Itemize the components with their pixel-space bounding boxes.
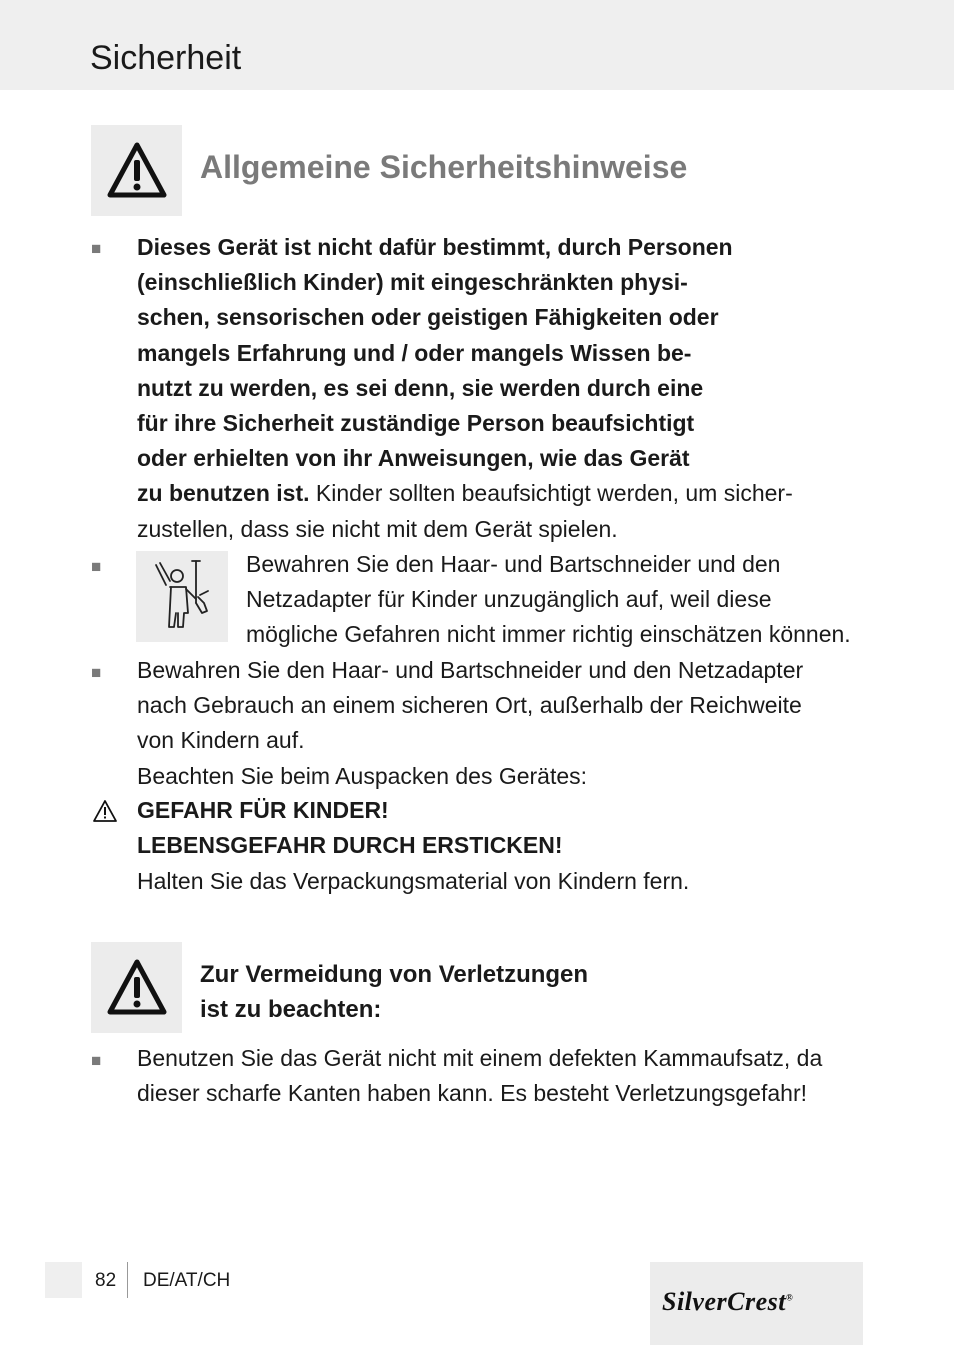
footer-box: [45, 1262, 82, 1298]
text-line: nach Gebrauch an einem sicheren Ort, außerhalb der Reichweite: [137, 692, 802, 719]
unpacking-note: Beachten Sie beim Auspacken des Gerätes:: [137, 763, 588, 789]
text-line: ist zu beachten:: [200, 996, 382, 1023]
warning-triangle-icon: [106, 141, 168, 199]
text-line: von Kindern auf.: [137, 727, 305, 754]
danger-text: Halten Sie das Verpackungsmaterial von Kindern fern.: [137, 868, 690, 894]
text-line: Dieses Gerät ist nicht dafür bestimmt, durch Personen: [137, 234, 733, 260]
bullet-marker: ■: [91, 557, 102, 576]
bullet-marker: ■: [91, 1051, 102, 1070]
footer-divider: [127, 1262, 128, 1298]
child-safety-icon: [136, 551, 228, 642]
warning-triangle-icon: [92, 799, 118, 823]
text-line: mangels Erfahrung und / oder mangels Wissen be-: [137, 339, 692, 366]
text-line: zustellen, dass sie nicht mit dem Gerät spielen.: [137, 515, 618, 542]
text-line: Kinder sollten beaufsichtigt werden, um sicher-: [309, 480, 793, 507]
warning-triangle-icon: [106, 958, 168, 1016]
bullet-marker: ■: [91, 239, 102, 258]
text-line: Netzadapter für Kinder unzugänglich auf, weil diese: [246, 586, 772, 613]
section-subheading: [200, 957, 588, 1027]
text-line: Bewahren Sie den Haar- und Bartschneider und den: [246, 551, 781, 577]
warning-box: [91, 942, 182, 1033]
bullet-marker: ■: [91, 663, 102, 682]
child-icon-box: [136, 551, 228, 642]
text-line: für ihre Sicherheit zuständige Person beaufsichtigt: [137, 410, 695, 437]
text-line: (einschließlich Kinder) mit eingeschränkten physi-: [137, 269, 688, 296]
safety-paragraph-2: [246, 547, 876, 653]
page-number: 82: [95, 1270, 117, 1291]
text-line: oder erhielten von ihr Anweisungen, wie das Gerät: [137, 445, 690, 472]
page-title: Sicherheit: [90, 39, 242, 77]
text-line: Zur Vermeidung von Verletzungen: [200, 961, 589, 988]
language-code: DE/AT/CH: [143, 1270, 231, 1291]
brand-logo-text: SilverCrest®: [662, 1287, 794, 1316]
safety-paragraph-3: [137, 653, 867, 759]
text-line: schen, sensorischen oder geistigen Fähigkeiten oder: [137, 304, 719, 331]
danger-subtitle: LEBENSGEFAHR DURCH ERSTICKEN!: [137, 832, 563, 858]
brand-logo: [650, 1262, 863, 1345]
text-line: zu benutzen ist.: [137, 480, 310, 507]
safety-paragraph-1: [137, 230, 867, 547]
safety-paragraph-4: [137, 1041, 867, 1111]
text-line: dieser scharfe Kanten haben kann. Es besteht Verletzungsgefahr!: [137, 1080, 807, 1107]
text-line: mögliche Gefahren nicht immer richtig einschätzen können.: [246, 621, 851, 648]
text-line: nutzt zu werden, es sei denn, sie werden durch eine: [137, 374, 704, 401]
danger-title: GEFAHR FÜR KINDER!: [137, 797, 389, 823]
text-line: Benutzen Sie das Gerät nicht mit einem defekten Kammaufsatz, da: [137, 1045, 823, 1071]
text-line: Bewahren Sie den Haar- und Bartschneider und den Netzadapter: [137, 657, 804, 683]
section-heading: Allgemeine Sicherheitshinweise: [200, 149, 688, 185]
warning-box: [91, 125, 182, 216]
